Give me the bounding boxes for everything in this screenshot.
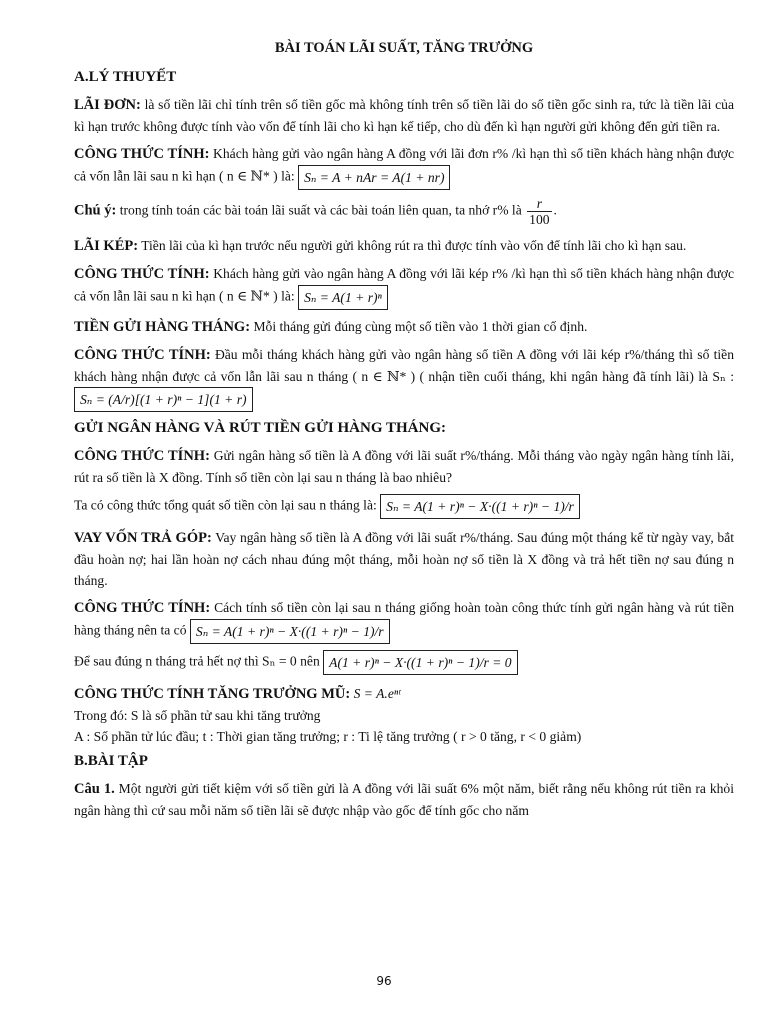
formula-5-paragraph bbox=[74, 597, 734, 644]
formula-3-heading: CÔNG THỨC TÍNH: bbox=[74, 347, 211, 363]
note-heading: Chú ý: bbox=[74, 202, 117, 219]
tien-gui-text: Mỗi tháng gửi đúng cùng một số tiền vào 1 thời gian cố định. bbox=[253, 319, 588, 334]
note-paragraph: Chú ý: trong tính toán các bài toán lãi suất và các bài toán liên quan, ta nhớ r% là $\frac{r}{100}$ . bbox=[74, 196, 557, 227]
cau-1-paragraph bbox=[74, 778, 734, 821]
formula-1-paragraph bbox=[74, 143, 734, 190]
cau-1-heading: Câu 1. bbox=[74, 781, 115, 797]
formula-2-box: Sₙ = A(1 + r)ⁿ bbox=[298, 285, 388, 310]
lai-don-text: là số tiền lãi chỉ tính trên số tiền gốc mà không tính trên số tiền lãi do số tiền gốc sinh ra, tức là tiền lãi của kì hạn trước không được tính vào vốn để tính lãi cho kì hạn kế tiếp, cho dù đến kì hạn người gửi không đến gửi tiền ra. bbox=[74, 97, 734, 134]
cau-1-text: Một người gửi tiết kiệm với số tiền gửi là A đồng với lãi suất 6% một năm, biết rằng nếu không rút tiền ra khỏi ngân hàng thì cứ sau mỗi năm số tiền lãi sẽ được nhập vào gốc để tính gốc cho năm bbox=[74, 781, 734, 818]
lai-kep-heading: LÃI KÉP: bbox=[74, 238, 139, 254]
fraction-numerator: r bbox=[527, 196, 551, 212]
vay-von-text: Vay ngân hàng số tiền là A đồng với lãi suất r%/tháng. Sau đúng một tháng kể từ ngày vay, bắt đầu hoàn nợ; hai lần hoàn nợ cách nhau đúng một tháng, mỗi hoàn nợ số tiền là X đồng và trả hết tiền nợ sau đúng n tháng. bbox=[74, 530, 735, 588]
formula-3-paragraph bbox=[74, 344, 734, 412]
lai-kep-text: Tiền lãi của kì hạn trước nếu người gửi không rút ra thì được tính vào vốn để tính lãi cho kì hạn sau. bbox=[141, 238, 687, 253]
tang-truong-line-2: A : Số phần tử lúc đầu; t : Thời gian tăng trưởng; r : Ti lệ tăng trưởng ( r > 0 tăng, r < 0 giảm) bbox=[74, 729, 582, 744]
formula-5-heading: CÔNG THỨC TÍNH: bbox=[74, 600, 211, 616]
vay-von-paragraph bbox=[74, 527, 734, 591]
formula-5b-lead: Để sau đúng n tháng trả hết nợ thì Sₙ = 0 nên bbox=[74, 653, 320, 669]
formula-4-heading: CÔNG THỨC TÍNH: bbox=[74, 448, 210, 464]
document-page bbox=[74, 38, 734, 827]
page-number: 96 bbox=[376, 974, 392, 988]
formula-3-text: Đầu mỗi tháng khách hàng gửi vào ngân hàng số tiền A đồng với lãi kép r%/tháng thì số tiền khách hàng nhận được cả vốn lẫn lãi sau n tháng ( n ∈ ℕ* ) ( nhận tiền cuối tháng, khi ngân hàng đã tính lãi) là Sₙ : bbox=[74, 347, 734, 384]
formula-5-text: Cách tính số tiền còn lại sau n tháng giống hoàn toàn công thức tính gửi ngân hàng và rút tiền hàng tháng nên ta có bbox=[74, 600, 734, 638]
formula-5-box: Sₙ = A(1 + r)ⁿ − X·((1 + r)ⁿ − 1)/r bbox=[190, 619, 390, 644]
note-text: trong tính toán các bài toán lãi suất và các bài toán liên quan, ta nhớ r% là bbox=[119, 202, 522, 218]
lai-kep-paragraph bbox=[74, 235, 734, 257]
tang-truong-heading: CÔNG THỨC TÍNH TĂNG TRƯỞNG MŨ: bbox=[74, 686, 351, 702]
lai-don-paragraph bbox=[74, 94, 734, 137]
lai-don-heading: LÃI ĐƠN: bbox=[74, 97, 141, 113]
gui-rut-heading: GỬI NGÂN HÀNG VÀ RÚT TIỀN GỬI HÀNG THÁNG: bbox=[74, 420, 446, 436]
section-b-heading: B.BÀI TẬP bbox=[74, 753, 148, 769]
formula-1-box: Sₙ = A + nAr = A(1 + nr) bbox=[298, 165, 450, 190]
r-over-100-fraction bbox=[527, 196, 551, 227]
formula-3-box: Sₙ = (A/r)[(1 + r)ⁿ − 1](1 + r) bbox=[74, 387, 253, 412]
formula-1-heading: CÔNG THỨC TÍNH: bbox=[74, 146, 210, 162]
formula-5b-box: A(1 + r)ⁿ − X·((1 + r)ⁿ − 1)/r = 0 bbox=[323, 650, 517, 675]
fraction-denominator: 100 bbox=[529, 212, 550, 227]
tang-truong-line-1: Trong đó: S là số phần tử sau khi tăng trưởng bbox=[74, 708, 321, 723]
formula-4-text: Gửi ngân hàng số tiền là A đồng với lãi suất r%/tháng. Mỗi tháng vào ngày ngân hàng tính lãi, rút ra số tiền là X đồng. Tính số tiền còn lại sau n tháng là bao nhiêu? bbox=[74, 448, 734, 485]
section-a-heading: A.LÝ THUYẾT bbox=[74, 69, 177, 85]
tien-gui-heading: TIỀN GỬI HÀNG THÁNG: bbox=[74, 319, 251, 335]
formula-2-paragraph bbox=[74, 263, 734, 310]
formula-4-box: Sₙ = A(1 + r)ⁿ − X·((1 + r)ⁿ − 1)/r bbox=[380, 494, 580, 519]
document-title: BÀI TOÁN LÃI SUẤT, TĂNG TRƯỞNG bbox=[274, 40, 534, 56]
formula-2-text: Khách hàng gửi vào ngân hàng A đồng với lãi kép r% /kì hạn thì số tiền khách hàng nhận được cả vốn lẫn lãi sau n kì hạn ( n ∈ ℕ* ) là: bbox=[74, 266, 734, 304]
formula-1-text: Khách hàng gửi vào ngân hàng A đồng với lãi đơn r% /kì hạn thì số tiền khách hàng nhận được cả vốn lẫn lãi sau n kì hạn ( n ∈ ℕ* ) là: bbox=[74, 146, 734, 184]
formula-2-heading: CÔNG THỨC TÍNH: bbox=[74, 266, 210, 282]
vay-von-heading: VAY VỐN TRẢ GÓP: bbox=[74, 530, 212, 546]
tang-truong-formula: S = A.eⁿᵗ bbox=[353, 686, 401, 701]
formula-4-line bbox=[74, 494, 734, 519]
formula-4-paragraph bbox=[74, 445, 734, 488]
formula-4-lead: Ta có công thức tổng quát số tiền còn lại sau n tháng là: bbox=[74, 497, 377, 513]
tang-truong-paragraph bbox=[74, 683, 734, 705]
formula-5b-line bbox=[74, 650, 734, 675]
tien-gui-paragraph bbox=[74, 316, 734, 338]
